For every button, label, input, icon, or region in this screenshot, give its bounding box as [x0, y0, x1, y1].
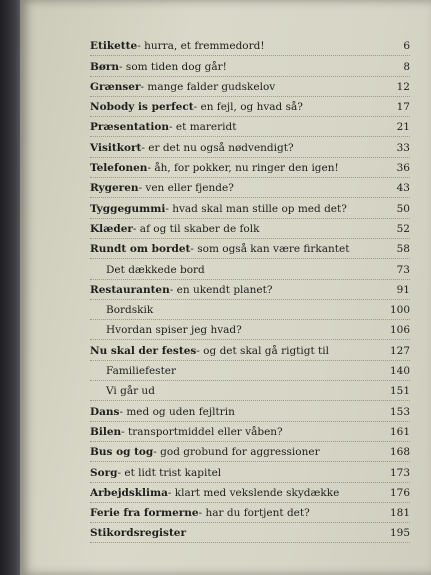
toc-entry-line	[90, 364, 410, 381]
toc-entry	[90, 239, 410, 259]
toc-subentry	[90, 381, 410, 401]
table-of-contents	[90, 36, 410, 543]
toc-entry-title: Klæder	[90, 222, 133, 235]
toc-entry-page-number: 168	[389, 446, 410, 459]
toc-entry	[90, 158, 410, 178]
toc-entry	[90, 340, 410, 360]
toc-entry-line	[90, 283, 410, 300]
toc-entry	[90, 503, 410, 523]
toc-entry-line	[90, 263, 410, 280]
toc-entry	[90, 137, 410, 157]
toc-entry	[90, 462, 410, 482]
toc-entry-page-number: 140	[389, 365, 410, 378]
toc-entry-line	[90, 80, 410, 97]
toc-entry-title: Tyggegummi	[90, 202, 166, 215]
toc-entry-line	[90, 181, 410, 198]
toc-entry-title: Telefonen	[90, 162, 148, 175]
toc-entry-subtitle: - er det nu også nødvendigt?	[141, 141, 294, 154]
toc-entry	[90, 442, 410, 462]
toc-entry-subtitle: - af og til skaber de folk	[132, 222, 260, 235]
toc-entry-title: Rundt om bordet	[90, 243, 191, 256]
toc-entry-page-number: 58	[396, 243, 410, 256]
toc-entry-line	[90, 60, 410, 77]
toc-entry-line	[90, 141, 410, 158]
toc-entry-subtitle: - et mareridt	[169, 121, 237, 134]
toc-entry-page-number: 36	[396, 162, 410, 175]
toc-entry-page-number: 176	[389, 486, 410, 499]
toc-entry-subtitle: - med og uden fejltrin	[119, 405, 235, 418]
toc-entry-subtitle: - klart med vekslende skydække	[167, 486, 340, 499]
toc-entry-page-number: 100	[389, 304, 410, 317]
toc-entry	[90, 56, 410, 76]
toc-entry	[90, 97, 410, 117]
toc-entry-subtitle: - som også kan være firkantet	[190, 243, 350, 256]
toc-entry	[90, 483, 410, 503]
toc-entry-line	[90, 466, 410, 483]
toc-entry-line	[90, 303, 410, 320]
toc-subentry	[90, 361, 410, 381]
toc-entry-title: Dans	[90, 405, 120, 418]
toc-entry-page-number: 8	[403, 60, 410, 73]
toc-entry-title: Bilen	[90, 425, 122, 438]
toc-entry-line	[90, 161, 410, 178]
toc-entry-subtitle: Vi går ud	[106, 385, 155, 398]
toc-entry-line	[90, 445, 410, 462]
book-page	[20, 0, 431, 575]
toc-entry-line	[90, 344, 410, 361]
toc-subentry	[90, 259, 410, 279]
toc-entry	[90, 77, 410, 97]
toc-entry-line	[90, 100, 410, 117]
toc-entry-subtitle: - åh, for pokker, nu ringer den igen!	[147, 162, 339, 175]
toc-entry-page-number: 106	[389, 324, 410, 337]
toc-entry-page-number: 153	[389, 405, 410, 418]
toc-entry-line	[90, 323, 410, 340]
toc-entry-subtitle: - hurra, et fremmedord!	[137, 40, 265, 53]
toc-entry-subtitle: - en ukendt planet?	[169, 283, 273, 296]
toc-entry-line	[90, 405, 410, 422]
toc-entry	[90, 401, 410, 421]
toc-entry-subtitle: Hvordan spiser jeg hvad?	[106, 324, 242, 337]
toc-entry-page-number: 12	[396, 80, 410, 93]
toc-entry-line	[90, 506, 410, 523]
toc-entry	[90, 422, 410, 442]
toc-entry-line	[90, 486, 410, 503]
toc-entry-line	[90, 202, 410, 219]
toc-entry-subtitle: - mange falder gudskelov	[140, 80, 276, 93]
toc-entry-page-number: 151	[389, 385, 410, 398]
toc-entry-subtitle: - ven eller fjende?	[138, 182, 234, 195]
toc-entry-title: Præsentation	[90, 121, 170, 134]
toc-entry	[90, 198, 410, 218]
toc-entry-subtitle: Familiefester	[106, 365, 177, 378]
toc-entry-title: Rygeren	[90, 182, 139, 195]
toc-entry-subtitle: Det dækkede bord	[106, 263, 205, 276]
toc-entry-line	[90, 222, 410, 239]
toc-entry-title: Nu skal der festes	[90, 344, 197, 357]
toc-entry-subtitle: - som tiden dog går!	[119, 60, 227, 73]
toc-entry-page-number: 161	[389, 425, 410, 438]
toc-entry-page-number: 43	[396, 182, 410, 195]
toc-entry	[90, 523, 410, 543]
toc-entry-page-number: 50	[396, 202, 410, 215]
toc-entry-title: Børn	[90, 60, 120, 73]
toc-entry-page-number: 52	[396, 222, 410, 235]
toc-entry-title: Arbejdsklima	[90, 486, 168, 499]
toc-entry-page-number: 21	[396, 121, 410, 134]
toc-entry-title: Ferie fra formerne	[90, 507, 199, 520]
toc-entry-subtitle: - transportmiddel eller våben?	[121, 425, 283, 438]
book-spine	[0, 0, 20, 575]
toc-entry-page-number: 73	[396, 263, 410, 276]
toc-entry-subtitle: Bordskik	[106, 304, 154, 317]
toc-entry-line	[90, 526, 410, 543]
toc-entry-page-number: 181	[389, 507, 410, 520]
toc-entry	[90, 219, 410, 239]
toc-entry-page-number: 91	[396, 283, 410, 296]
toc-entry-title: Grænser	[90, 80, 141, 93]
toc-entry-page-number: 33	[396, 141, 410, 154]
toc-entry	[90, 178, 410, 198]
toc-entry-title: Bus og tog	[90, 446, 154, 459]
toc-entry	[90, 117, 410, 137]
toc-entry-line	[90, 425, 410, 442]
toc-subentry	[90, 300, 410, 320]
toc-entry-subtitle: - god grobund for aggressioner	[153, 446, 320, 459]
toc-entry-title: Nobody is perfect	[90, 101, 194, 114]
toc-entry-subtitle: - et lidt trist kapitel	[117, 466, 222, 479]
toc-entry-line	[90, 242, 410, 259]
toc-entry-title: Sorg	[90, 466, 118, 479]
toc-entry-title: Visitkort	[90, 141, 142, 154]
toc-entry-title: Etikette	[90, 40, 138, 53]
toc-entry-title: Stikordsregister	[90, 527, 187, 540]
toc-entry-title: Restauranten	[90, 283, 170, 296]
toc-entry-subtitle: - hvad skal man stille op med det?	[165, 202, 347, 215]
toc-entry-page-number: 195	[389, 527, 410, 540]
toc-entry-page-number: 173	[389, 466, 410, 479]
toc-entry	[90, 280, 410, 300]
toc-entry-subtitle: - en fejl, og hvad så?	[193, 101, 303, 114]
toc-entry-line	[90, 384, 410, 401]
toc-entry-page-number: 17	[396, 101, 410, 114]
toc-entry-line	[90, 120, 410, 137]
toc-entry	[90, 36, 410, 56]
toc-entry-subtitle: - har du fortjent det?	[198, 507, 310, 520]
toc-subentry	[90, 320, 410, 340]
toc-entry-page-number: 127	[389, 344, 410, 357]
toc-entry-subtitle: - og det skal gå rigtigt til	[196, 344, 329, 357]
toc-entry-page-number: 6	[403, 40, 410, 53]
toc-entry-line	[90, 39, 410, 56]
